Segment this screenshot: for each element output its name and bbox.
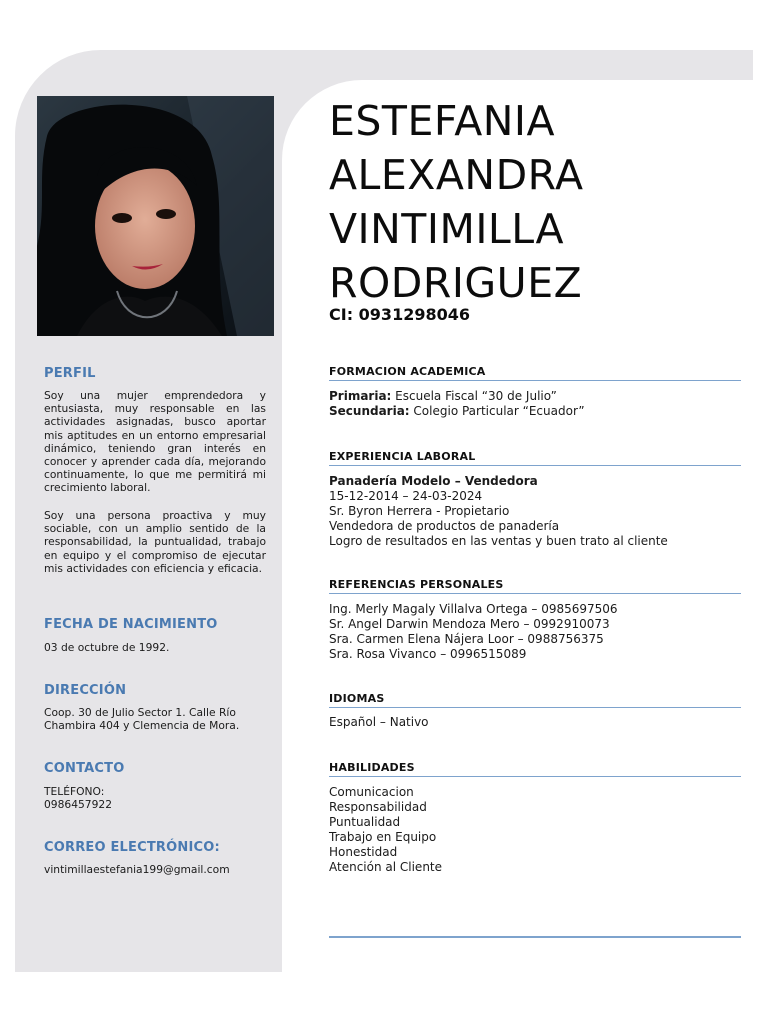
reference-item: Sra. Carmen Elena Nájera Loor – 0988756375 bbox=[329, 632, 604, 646]
profile-photo bbox=[37, 96, 274, 336]
reference-item: Ing. Merly Magaly Villalva Ortega – 0985697506 bbox=[329, 602, 618, 616]
skill-item: Comunicacion bbox=[329, 785, 414, 799]
experience-achievement: Logro de resultados en las ventas y buen trato al cliente bbox=[329, 534, 668, 548]
primary-value: Escuela Fiscal “30 de Julio” bbox=[391, 389, 557, 403]
reference-item: Sra. Rosa Vivanco – 0996515089 bbox=[329, 647, 527, 661]
secondary-value: Colegio Particular “Ecuador” bbox=[409, 404, 585, 418]
section-divider bbox=[329, 593, 741, 594]
full-name bbox=[329, 94, 584, 310]
name-line: ESTEFANIA bbox=[329, 97, 556, 145]
birth-value: 03 de octubre de 1992. bbox=[44, 641, 170, 654]
skill-item: Honestidad bbox=[329, 845, 398, 859]
address-heading: DIRECCIÓN bbox=[44, 683, 127, 698]
skill-item: Trabajo en Equipo bbox=[329, 830, 437, 844]
experience-dates: 15-12-2014 – 24-03-2024 bbox=[329, 489, 483, 503]
sidebar-bottom bbox=[15, 940, 282, 972]
perfil-paragraph-2: Soy una persona proactiva y muy sociable, con un amplio sentido de la responsabilidad, la puntualidad, trabajo en equipo y el compromiso de ejecutar mis actividades con eficiencia y eficacia. bbox=[44, 509, 266, 575]
ci-number: CI: 0931298046 bbox=[329, 305, 470, 324]
secondary-label: Secundaria: bbox=[329, 404, 410, 418]
birth-heading: FECHA DE NACIMIENTO bbox=[44, 617, 218, 632]
experience-duty: Vendedora de productos de panadería bbox=[329, 519, 560, 533]
secondary-school bbox=[329, 404, 585, 419]
name-line: VINTIMILLA bbox=[329, 205, 565, 253]
education-heading: FORMACION ACADEMICA bbox=[329, 365, 486, 378]
section-divider bbox=[329, 776, 741, 777]
references-list bbox=[329, 602, 618, 662]
skills-heading: HABILIDADES bbox=[329, 761, 415, 774]
skill-item: Responsabilidad bbox=[329, 800, 427, 814]
skills-list bbox=[329, 785, 442, 875]
references-heading: REFERENCIAS PERSONALES bbox=[329, 578, 504, 591]
section-divider bbox=[329, 707, 741, 708]
name-line: RODRIGUEZ bbox=[329, 259, 583, 307]
experience-employer: Sr. Byron Herrera - Propietario bbox=[329, 504, 510, 518]
email-heading: CORREO ELECTRÓNICO: bbox=[44, 840, 220, 855]
address-value: Coop. 30 de Julio Sector 1. Calle Río Chambira 404 y Clemencia de Mora. bbox=[44, 706, 240, 733]
phone-label: TELÉFONO: bbox=[44, 785, 105, 798]
bottom-divider bbox=[329, 936, 741, 938]
section-divider bbox=[329, 380, 741, 381]
skill-item: Atención al Cliente bbox=[329, 860, 443, 874]
name-line: ALEXANDRA bbox=[329, 151, 584, 199]
contact-heading: CONTACTO bbox=[44, 761, 125, 776]
skill-item: Puntualidad bbox=[329, 815, 401, 829]
experience-heading: EXPERIENCIA LABORAL bbox=[329, 450, 476, 463]
reference-item: Sr. Angel Darwin Mendoza Mero – 0992910073 bbox=[329, 617, 610, 631]
experience-role: Panadería Modelo – Vendedora bbox=[329, 474, 538, 488]
perfil-paragraph-1: Soy una mujer emprendedora y entusiasta, muy responsable en las actividades asignadas, busco aportar mis aptitudes en un entorno empresarial dinámico, teniendo gran interés en conocer y aprender cada día, mejorando continuamente, lo que me permitirá mi crecimiento laboral. bbox=[44, 389, 266, 495]
primary-school bbox=[329, 389, 585, 404]
education-list bbox=[329, 389, 585, 419]
experience-list bbox=[329, 474, 668, 549]
phone-value: 0986457922 bbox=[44, 798, 112, 811]
perfil-heading: PERFIL bbox=[44, 366, 96, 381]
language-value: Español – Nativo bbox=[329, 715, 429, 729]
languages-heading: IDIOMAS bbox=[329, 692, 385, 705]
primary-label: Primaria: bbox=[329, 389, 392, 403]
section-divider bbox=[329, 465, 741, 466]
email-value: vintimillaestefania199@gmail.com bbox=[44, 863, 230, 876]
